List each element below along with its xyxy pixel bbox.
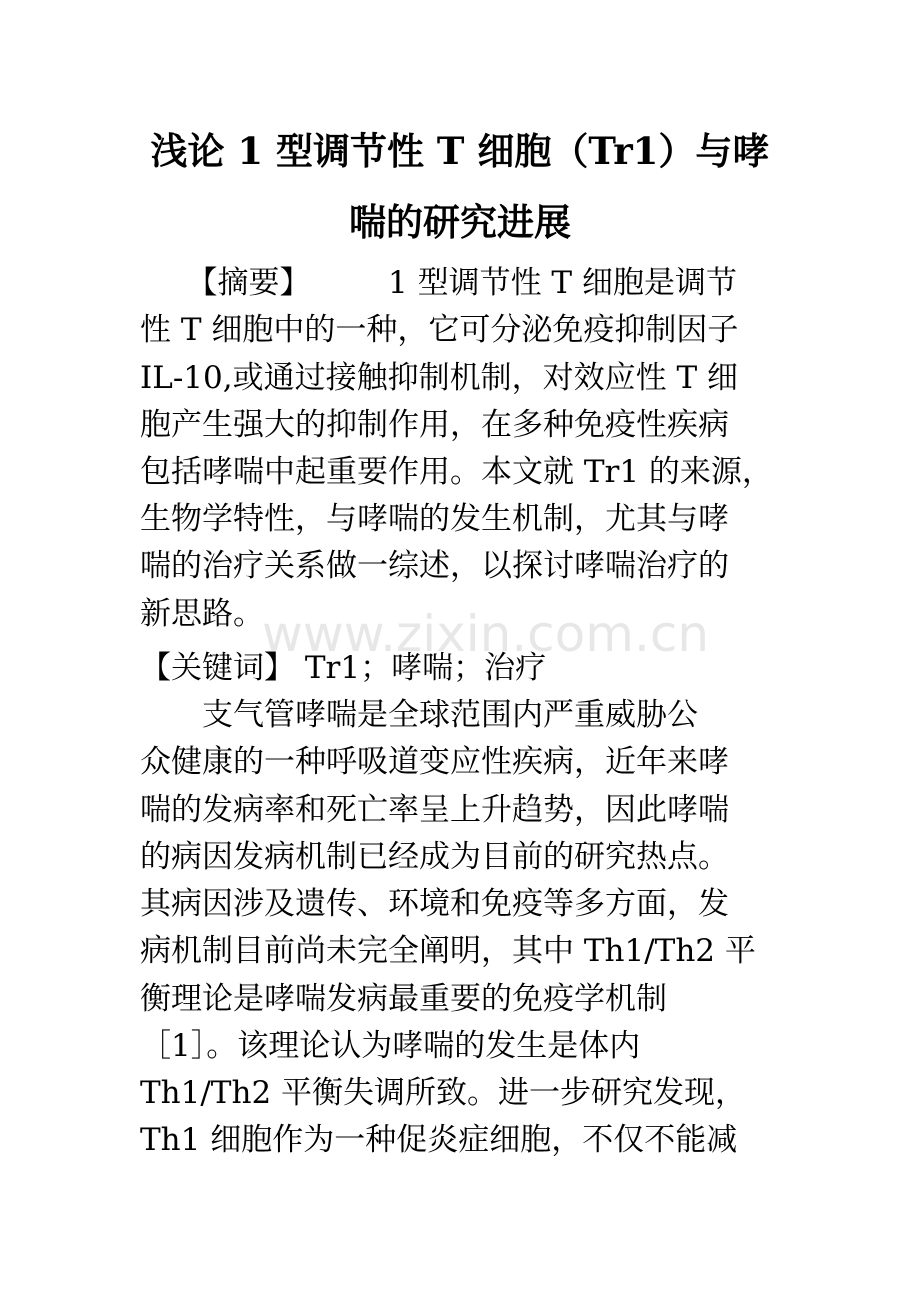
body-line: 众健康的一种呼吸道变应性疾病，近年来哮: [140, 744, 729, 780]
body-line: 病机制目前尚未完全阐明，其中 Th1/Th2 平: [140, 933, 756, 969]
abstract-line: 喘的治疗关系做一综述，以探讨哮喘治疗的: [140, 548, 729, 584]
body-line: 支气管哮喘是全球范围内严重威胁公: [140, 697, 698, 733]
abstract-line: 【摘要】 1 型调节性 T 细胞是调节: [140, 265, 737, 301]
abstract-line: IL-10,或通过接触抑制机制，对效应性 T 细: [140, 360, 738, 396]
body-line: 喘的发病率和死亡率呈上升趋势，因此哮喘: [140, 792, 729, 828]
title-line-2: 喘的研究进展: [349, 200, 571, 244]
body-line: 其病因涉及遗传、环境和免疫等多方面，发: [140, 886, 729, 922]
body-line: Th1/Th2 平衡失调所致。进一步研究发现，: [140, 1075, 747, 1111]
body-line: 衡理论是哮喘发病最重要的免疫学机制: [140, 981, 667, 1017]
keywords-line: 【关键词】 Tr1；哮喘；治疗: [140, 650, 547, 686]
body-line: ［1］。该理论认为哮喘的发生是体内: [140, 1028, 641, 1064]
title-line-1: 浅论 1 型调节性 T 细胞（Tr1）与哮: [150, 129, 770, 173]
body-line: Th1 细胞作为一种促炎症细胞，不仅不能减: [140, 1122, 738, 1158]
abstract-line: 胞产生强大的抑制作用，在多种免疫性疾病: [140, 407, 729, 443]
watermark-text: www.zixin.com.cn: [262, 605, 710, 663]
abstract-line: 新思路。: [140, 596, 264, 632]
abstract-line: 包括哮喘中起重要作用。本文就 Tr1 的来源，: [140, 454, 773, 490]
body-line: 的病因发病机制已经成为目前的研究热点。: [140, 839, 729, 875]
abstract-line: 性 T 细胞中的一种，它可分泌免疫抑制因子: [140, 312, 739, 348]
abstract-line: 生物学特性，与哮喘的发生机制，尤其与哮: [140, 501, 729, 537]
